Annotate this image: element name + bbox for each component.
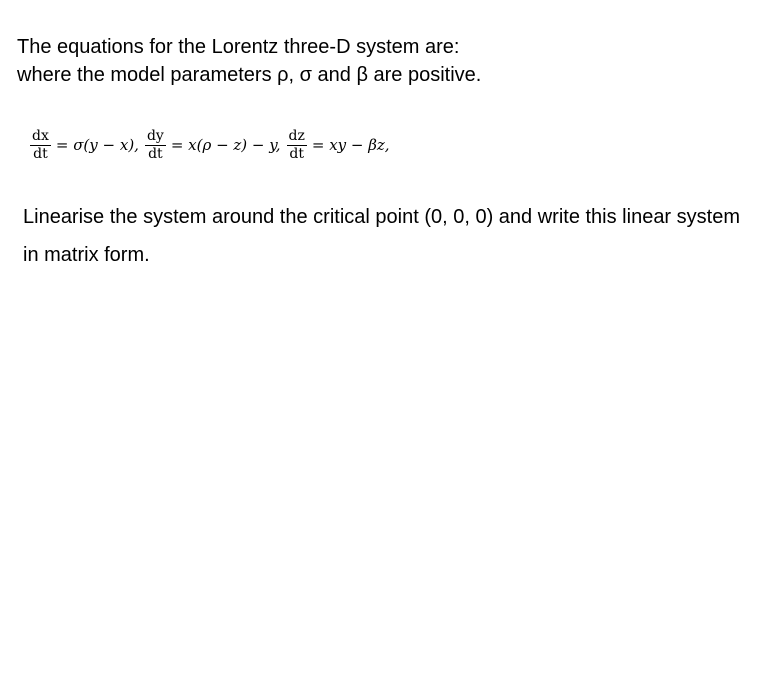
- fraction-denominator: dt: [148, 145, 163, 162]
- derivative-dx-dt: [30, 128, 51, 163]
- equation-dx: [30, 128, 139, 163]
- fraction-numerator: dx: [32, 127, 49, 144]
- equation-rhs: = xy − βz,: [311, 136, 390, 154]
- equation-dy: [145, 128, 281, 163]
- lorenz-equations: [30, 123, 396, 167]
- intro-line-1: The equations for the Lorentz three-D system are:: [17, 36, 460, 58]
- fraction-numerator: dy: [146, 127, 164, 144]
- question-text: Linearise the system around the critical point (0, 0, 0) and write this linear system in matrix form.: [23, 206, 740, 266]
- equation-rhs: = x(ρ − z) − y,: [170, 136, 281, 154]
- equation-dz: [287, 128, 390, 163]
- intro-line-2: where the model parameters ρ, σ and β are positive.: [17, 64, 482, 86]
- fraction-denominator: dt: [289, 145, 304, 162]
- derivative-dz-dt: [287, 128, 307, 163]
- intro-text: [17, 33, 481, 89]
- fraction-numerator: dz: [288, 127, 305, 144]
- equation-rhs: = σ(y − x),: [55, 136, 139, 154]
- fraction-denominator: dt: [33, 145, 48, 162]
- derivative-dy-dt: [145, 128, 166, 163]
